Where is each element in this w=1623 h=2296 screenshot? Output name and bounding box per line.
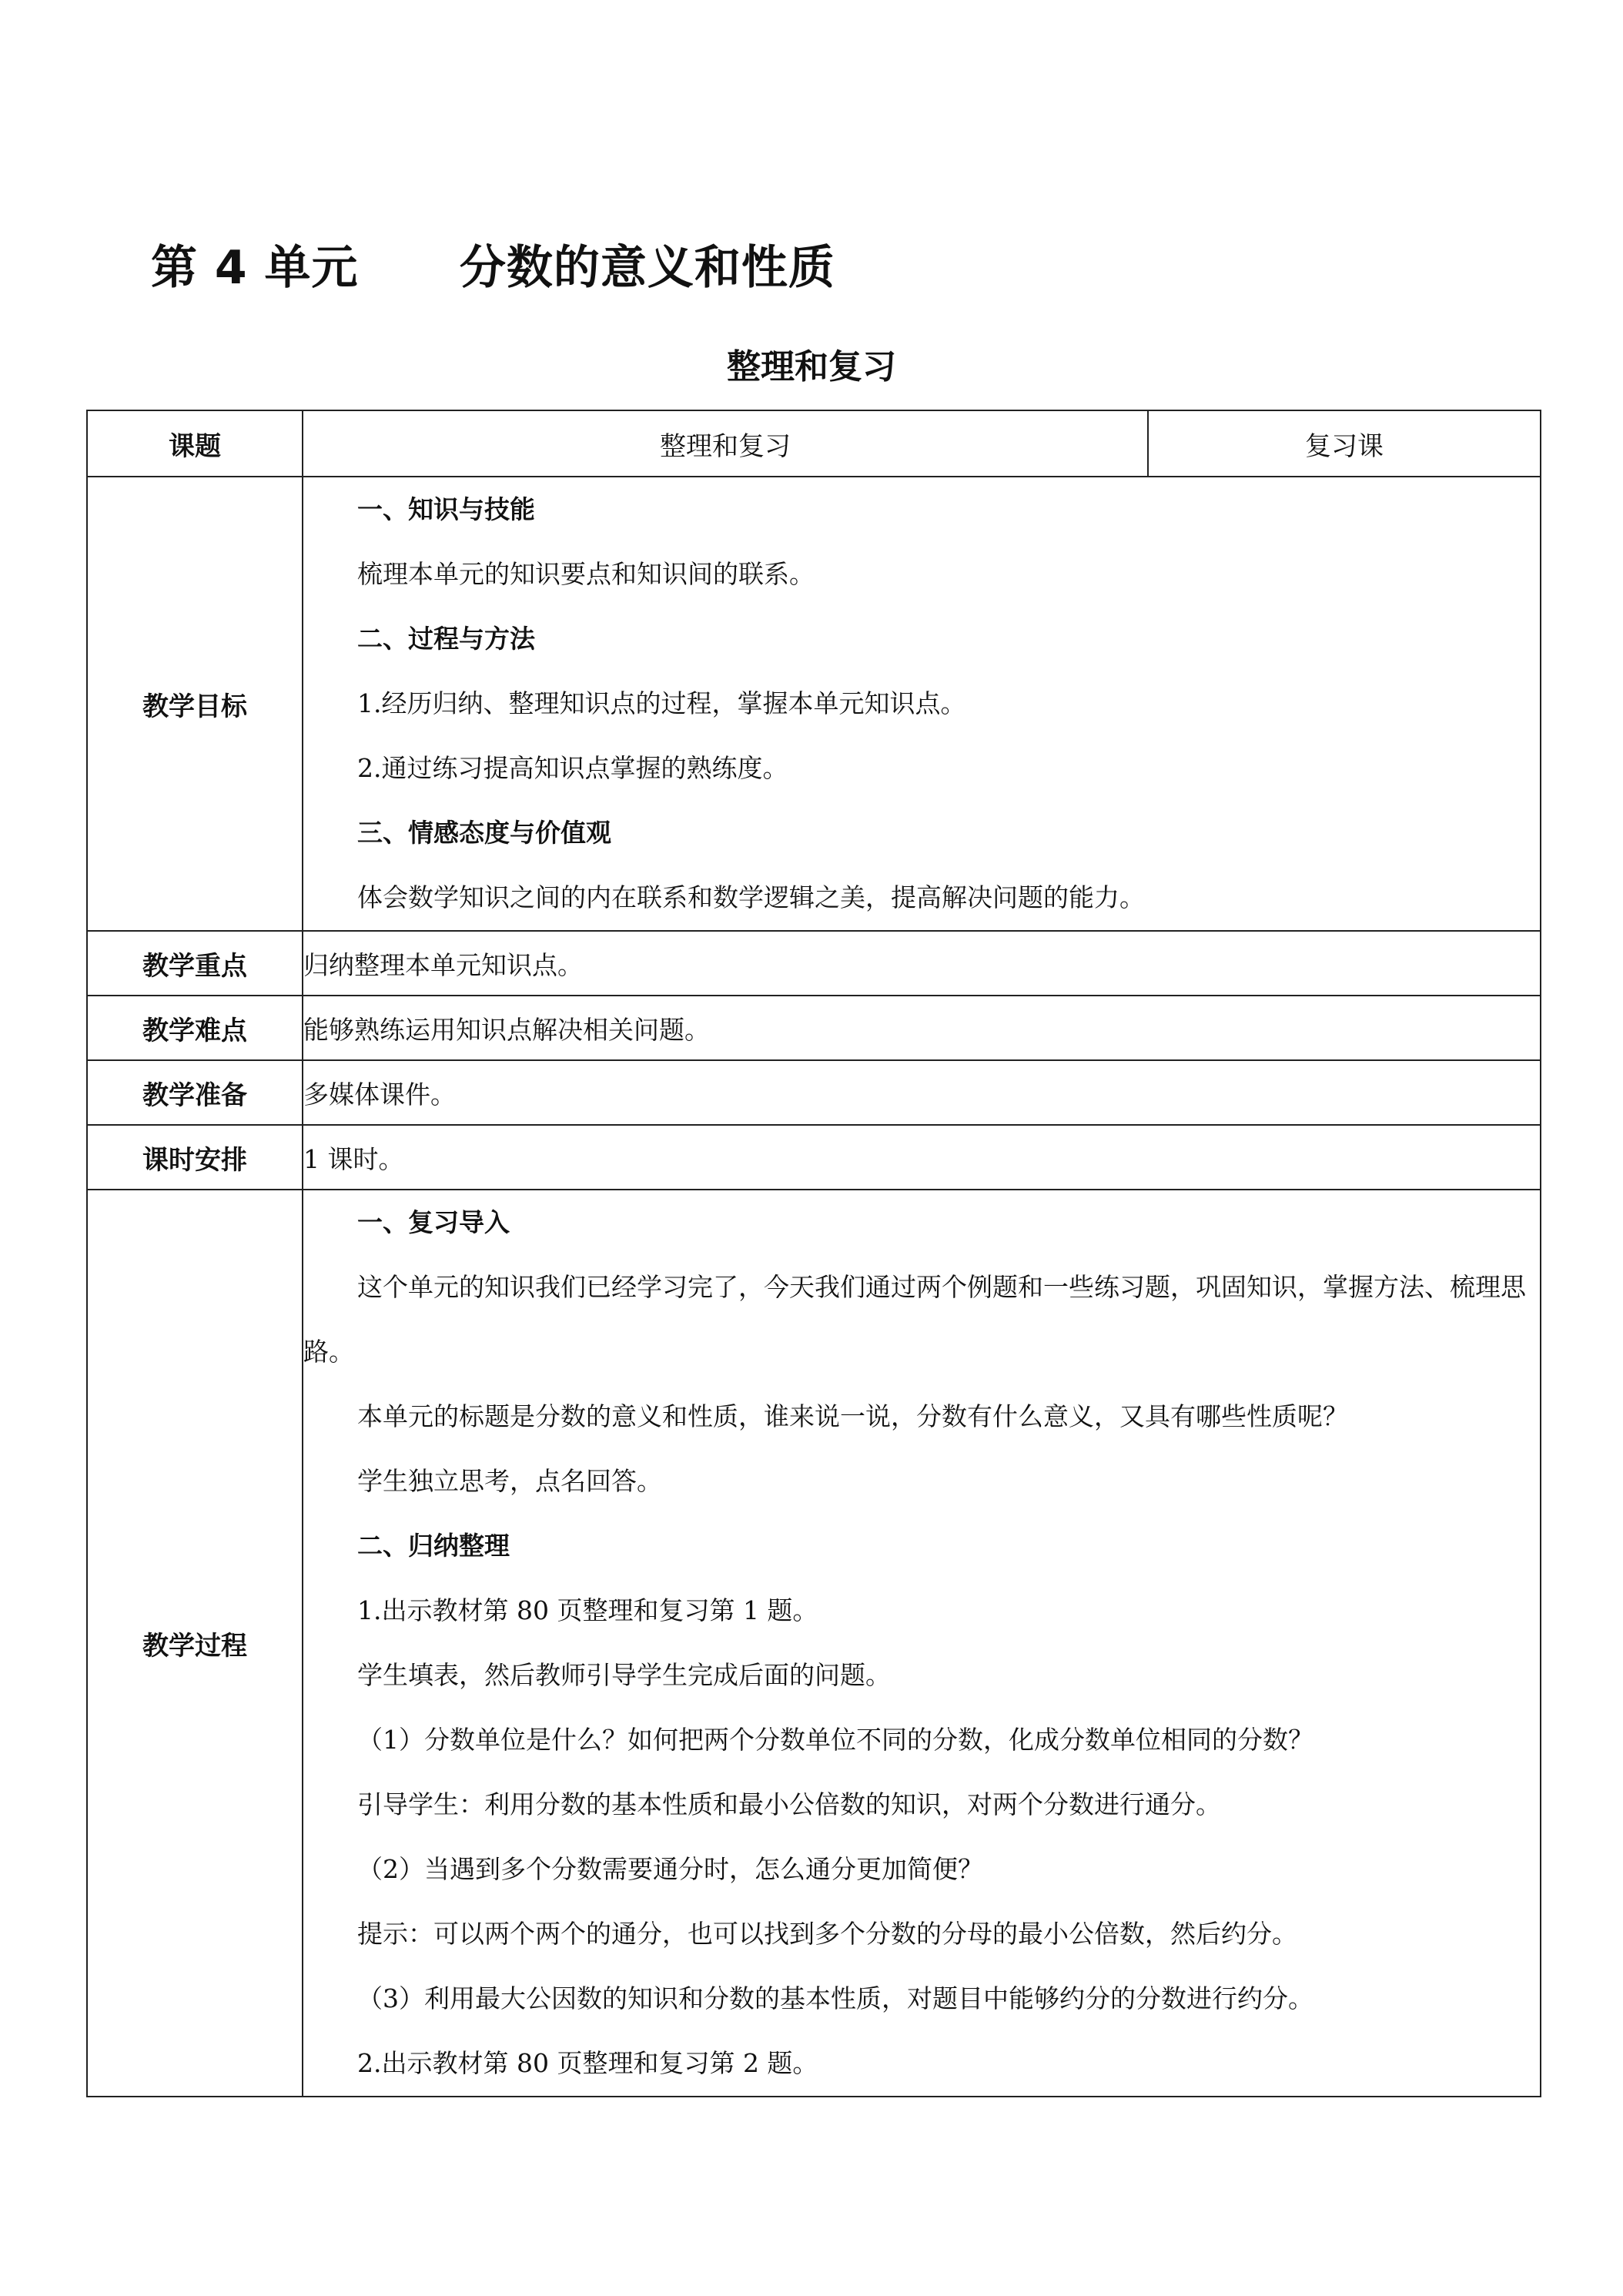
table-row-process <box>87 1190 1541 2097</box>
difficulty-value: 能够熟练运用知识点解决相关问题。 <box>303 996 1541 1060</box>
objective-heading: 一、知识与技能 <box>357 494 535 524</box>
process-line: （1）分数单位是什么？如何把两个分数单位不同的分数，化成分数单位相同的分数？ <box>357 1725 1313 1755</box>
objective-line: 体会数学知识之间的内在联系和数学逻辑之美，提高解决问题的能力。 <box>357 882 1145 912</box>
process-line: 学生独立思考，点名回答。 <box>357 1466 662 1496</box>
objectives-content <box>303 477 1541 931</box>
table-row-objectives <box>87 477 1541 931</box>
preparation-label: 教学准备 <box>87 1060 303 1125</box>
process-label: 教学过程 <box>87 1190 303 2097</box>
objectives-label: 教学目标 <box>87 477 303 931</box>
process-content <box>303 1190 1541 2097</box>
process-line: 1.出示教材第 80 页整理和复习第 1 题。 <box>357 1595 818 1625</box>
table-row-schedule <box>87 1125 1541 1190</box>
topic-label: 课题 <box>87 410 303 477</box>
process-heading: 二、归纳整理 <box>357 1531 510 1561</box>
topic-value: 整理和复习 <box>303 410 1148 477</box>
objective-line: 1.经历归纳、整理知识点的过程，掌握本单元知识点。 <box>357 688 966 718</box>
key-point-label: 教学重点 <box>87 931 303 996</box>
schedule-value: 1 课时。 <box>303 1125 1541 1190</box>
lesson-type: 复习课 <box>1148 410 1541 477</box>
table-row-key-point <box>87 931 1541 996</box>
table-row-topic <box>87 410 1541 477</box>
table-row-difficulty <box>87 996 1541 1060</box>
unit-title: 第 4 单元 分数的意义和性质 <box>151 241 835 295</box>
process-line: 2.出示教材第 80 页整理和复习第 2 题。 <box>357 2048 818 2078</box>
process-line: 学生填表，然后教师引导学生完成后面的问题。 <box>357 1660 891 1690</box>
process-line: 本单元的标题是分数的意义和性质，谁来说一说，分数有什么意义，又具有哪些性质呢？ <box>357 1401 1348 1431</box>
process-line: （2）当遇到多个分数需要通分时，怎么通分更加简便？ <box>357 1854 983 1884</box>
lesson-plan-table <box>86 410 1541 2097</box>
objective-heading: 三、情感态度与价值观 <box>357 818 611 848</box>
process-heading: 一、复习导入 <box>357 1207 510 1237</box>
process-line: （3）利用最大公因数的知识和分数的基本性质，对题目中能够约分的分数进行约分。 <box>357 1983 1313 2013</box>
objective-line: 梳理本单元的知识要点和知识间的联系。 <box>357 559 815 589</box>
objective-line: 2.通过练习提高知识点掌握的熟练度。 <box>357 753 788 783</box>
process-line: 引导学生：利用分数的基本性质和最小公倍数的知识，对两个分数进行通分。 <box>357 1789 1221 1819</box>
process-line: 这个单元的知识我们已经学习完了，今天我们通过两个例题和一些练习题，巩固知识，掌握方法、梳理思路。 <box>303 1272 1526 1367</box>
schedule-label: 课时安排 <box>87 1125 303 1190</box>
process-line: 提示：可以两个两个的通分，也可以找到多个分数的分母的最小公倍数，然后约分。 <box>357 1919 1297 1949</box>
lesson-title: 整理和复习 <box>727 347 896 387</box>
key-point-value: 归纳整理本单元知识点。 <box>303 931 1541 996</box>
preparation-value: 多媒体课件。 <box>303 1060 1541 1125</box>
table-row-preparation <box>87 1060 1541 1125</box>
objective-heading: 二、过程与方法 <box>357 624 535 654</box>
difficulty-label: 教学难点 <box>87 996 303 1060</box>
